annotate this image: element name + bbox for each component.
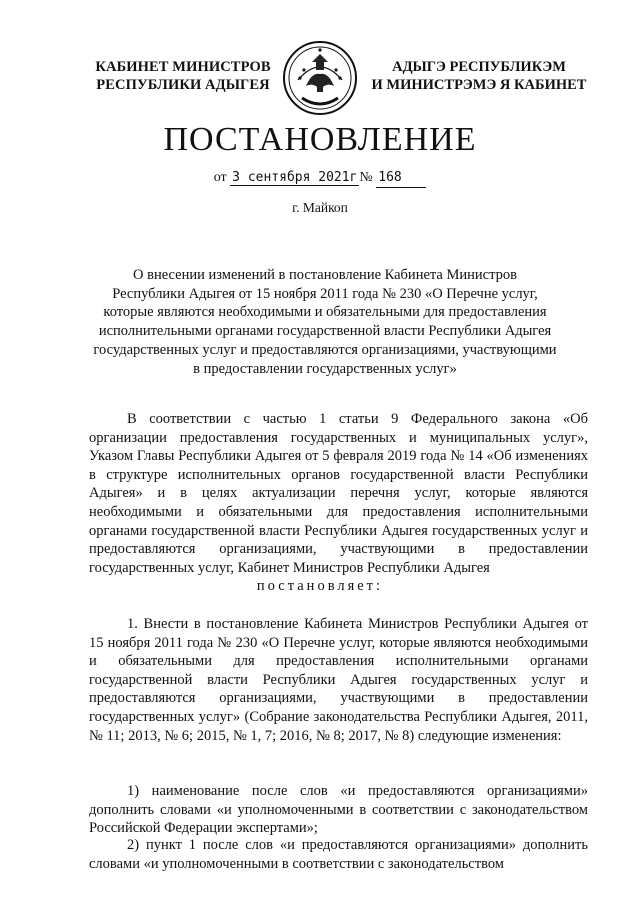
preamble-paragraph: В соответствии с частью 1 статьи 9 Федерального закона «Об организации предоставления государственных и муниципальных услуг», Указом Главы Республики Адыгея от 5 февраля 2019 года № 14 «Об изменениях в структуре исполнительных органов государственной власти Республики Адыгея» и в целях актуализации перечня услуг, которые являются необходимыми и обязательными для предоставления исполнительными органами государственной власти Республики Адыгея государственных услуг и предоставляются организациями, участвующими в предоставлении государственных услуг, Кабинет Министров Республики Адыгея	[89, 411, 588, 576]
issuer-russian-line-2: РЕСПУБЛИКИ АДЫГЕЯ	[96, 77, 270, 93]
subject-heading	[80, 266, 570, 378]
decree-date: 3 сентября 2021г	[232, 170, 358, 185]
issuer-adyghe	[364, 58, 594, 94]
subject-line: Республики Адыгея от 15 ноября 2011 года № 230 «О Перечне услуг,	[112, 285, 538, 302]
subject-line: О внесении изменений в постановление Кабинета Министров	[133, 267, 517, 283]
date-prefix: от	[213, 170, 227, 185]
decree-number: 168	[376, 169, 426, 188]
decree-date-number	[0, 169, 640, 188]
item-1-subitem-2: 2) пункт 1 после слов «и предоставляются организациями» дополнить словами «и уполномоченными в соответствии с законодательством	[89, 837, 588, 872]
subject-line: в предоставлении государственных услуг»	[193, 360, 457, 377]
item-1-paragraph: 1. Внести в постановление Кабинета Министров Республики Адыгея от 15 ноября 2011 года № 230 «О Перечне услуг, которые являются необходимыми и обязательными для предоставления исполнительными органами государственной власти Республики Адыгея государственных услуг и предоставляются организациями, участвующими в предоставлении государственных услуг» (Собрание законодательства Республики Адыгея, 2011, № 11; 2013, № 6; 2015, № 1, 7; 2016, № 8; 2017, № 8) следующие изменения:	[89, 616, 588, 744]
subject-line: государственных услуг и предоставляются организациями, участвующими	[93, 341, 557, 358]
adygea-coat-of-arms-icon	[282, 40, 358, 116]
subject-line: которые являются необходимыми и обязательными для предоставления	[103, 304, 547, 321]
document-title: ПОСТАНОВЛЕНИЕ	[163, 121, 477, 158]
resolves-heading: постановляет:	[256, 578, 384, 594]
city: г. Майкоп	[292, 200, 348, 215]
issuer-adyghe-line-1: АДЫГЭ РЕСПУБЛИКЭМ	[392, 59, 566, 75]
item-1-subitem-1: 1) наименование после слов «и предоставляются организациями» дополнить словами «и уполномоченными в соответствии с законодательством Российской Федерации экспертами»;	[89, 783, 588, 837]
issuer-russian-line-1: КАБИНЕТ МИНИСТРОВ	[95, 59, 271, 75]
subject-line: исполнительными органами государственной власти Республики Адыгея	[98, 323, 552, 340]
number-label: №	[359, 170, 373, 185]
issuer-russian	[88, 58, 278, 94]
issuer-adyghe-line-2: И МИНИСТРЭМЭ Я КАБИНЕТ	[371, 77, 587, 93]
